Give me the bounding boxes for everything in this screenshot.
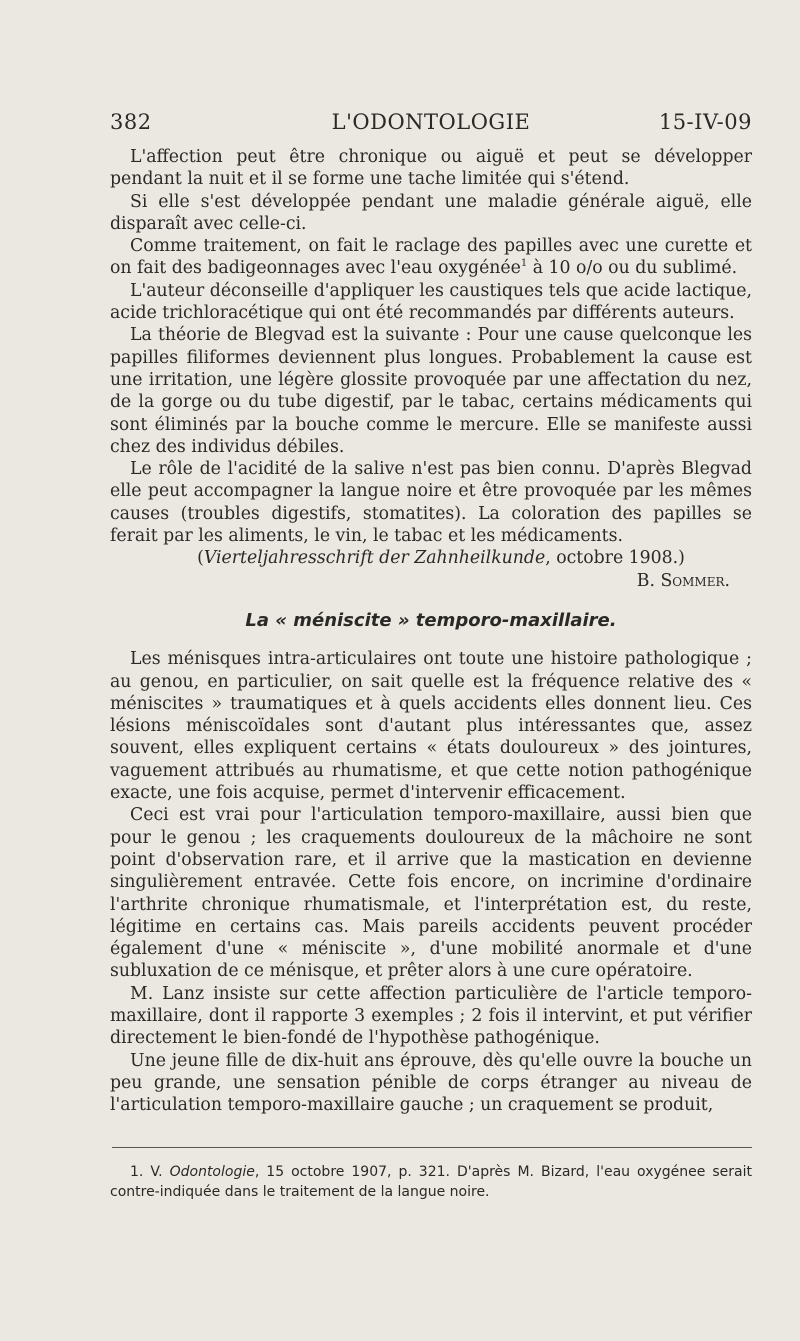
journal-title: L'ODONTOLOGIE <box>331 110 531 134</box>
paragraph: M. Lanz insiste sur cette affection particulière de l'article temporo-maxillaire, dont il rapporte 3 exemples ; 2 fois il intervint, et put vérifier directement le bien-fondé de l'hypothèse pathogénique. <box>110 983 752 1049</box>
paragraph: Si elle s'est développée pendant une maladie générale aiguë, elle disparaît avec celle-ci. <box>110 191 752 234</box>
footnote-marker[interactable]: 1 <box>520 258 528 270</box>
ref-open: ( <box>197 548 204 569</box>
footnote-body: , 15 octobre 1907, p. 321. D'après M. Bizard, l'eau oxygénee serait contre-indiquée dans le traitement de la langue noire. <box>110 1164 752 1200</box>
body-text <box>110 146 752 1116</box>
paragraph: Une jeune fille de dix-huit ans éprouve, dès qu'elle ouvre la bouche un peu grande, une sensation pénible de corps étranger au niveau de l'articulation temporo-maxillaire gauche ; un craquement se produit, <box>110 1050 752 1116</box>
page-number: 382 <box>110 110 152 134</box>
running-header <box>110 110 752 140</box>
footnote-lead: 1. V. <box>130 1164 170 1180</box>
article-title: La « méniscite » temporo-maxillaire. <box>245 609 617 631</box>
paragraph: L'auteur déconseille d'appliquer les caustiques tels que acide lactique, acide trichloracétique qui ont été recommandés par différents auteurs. <box>110 280 752 324</box>
issue-date: 15-IV-09 <box>658 110 752 134</box>
paragraph: Les ménisques intra-articulaires ont toute une histoire pathologique ; au genou, en particulier, on sait quelle est la fréquence relative des « méniscites » traumatiques et à quels accidents elles donnent lieu. Ces lésions méniscoïdales sont d'autant plus intéressantes que, assez souvent, elles expliquent certains « états douloureux » des jointures, vaguement attribués au rhumatisme, et que cette notion pathogénique exacte, une fois acquise, permet d'intervenir efficacement. <box>110 649 752 804</box>
paragraph-text-tail: à 10 o/o ou du sublimé. <box>527 258 738 279</box>
source-reference <box>110 547 752 569</box>
ref-source: Vierteljahresschrift der Zahnheilkunde <box>203 548 546 569</box>
paragraph-text: Comme traitement, on fait le raclage des papilles avec une curette et on fait des badigeonnages avec l'eau oxygénée <box>110 236 752 279</box>
paragraph: Ceci est vrai pour l'articulation temporo-maxillaire, aussi bien que pour le genou ; les craquements douloureux de la mâchoire ne sont point d'observation rare, et il arrive que la mastication en devienne singulièrement entravée. Cette fois encore, on incrimine d'ordinaire l'arthrite chronique rhumatismale, et l'interprétation est, du reste, légitime en certains cas. Mais pareils accidents peuvent procéder également d'une « méniscite », d'une mobilité anormale et d'une subluxation de ce ménisque, et prêter alors à une cure opératoire. <box>110 805 752 982</box>
paragraph: L'affection peut être chronique ou aiguë et peut se développer pendant la nuit et il se forme une tache limitée qui s'étend. <box>110 147 752 190</box>
footnote-text <box>110 1162 752 1202</box>
author-signature: B. Sommer. <box>636 570 730 591</box>
footnote-divider <box>112 1147 752 1148</box>
paragraph <box>110 235 752 280</box>
footnote-source: Odontologie <box>169 1164 255 1180</box>
ref-date: , octobre 1908.) <box>545 548 685 569</box>
paragraph: La théorie de Blegvad est la suivante : Pour une cause quelconque les papilles filiformes deviennent plus longues. Probablement la cause est une irritation, une légère glossite provoquée par une affectation du nez, de la gorge ou du tube digestif, par le tabac, certains médicaments qui sont éliminés par la bouche comme le mercure. Elle se manifeste aussi chez des individus débiles. <box>110 325 752 457</box>
footnote <box>110 1162 752 1202</box>
paragraph: Le rôle de l'acidité de la salive n'est pas bien connu. D'après Blegvad elle peut accompagner la langue noire et être provoquée par les mêmes causes (troubles digestifs, stomatites). La coloration des papilles se ferait par les aliments, le vin, le tabac et les médicaments. <box>110 459 752 547</box>
